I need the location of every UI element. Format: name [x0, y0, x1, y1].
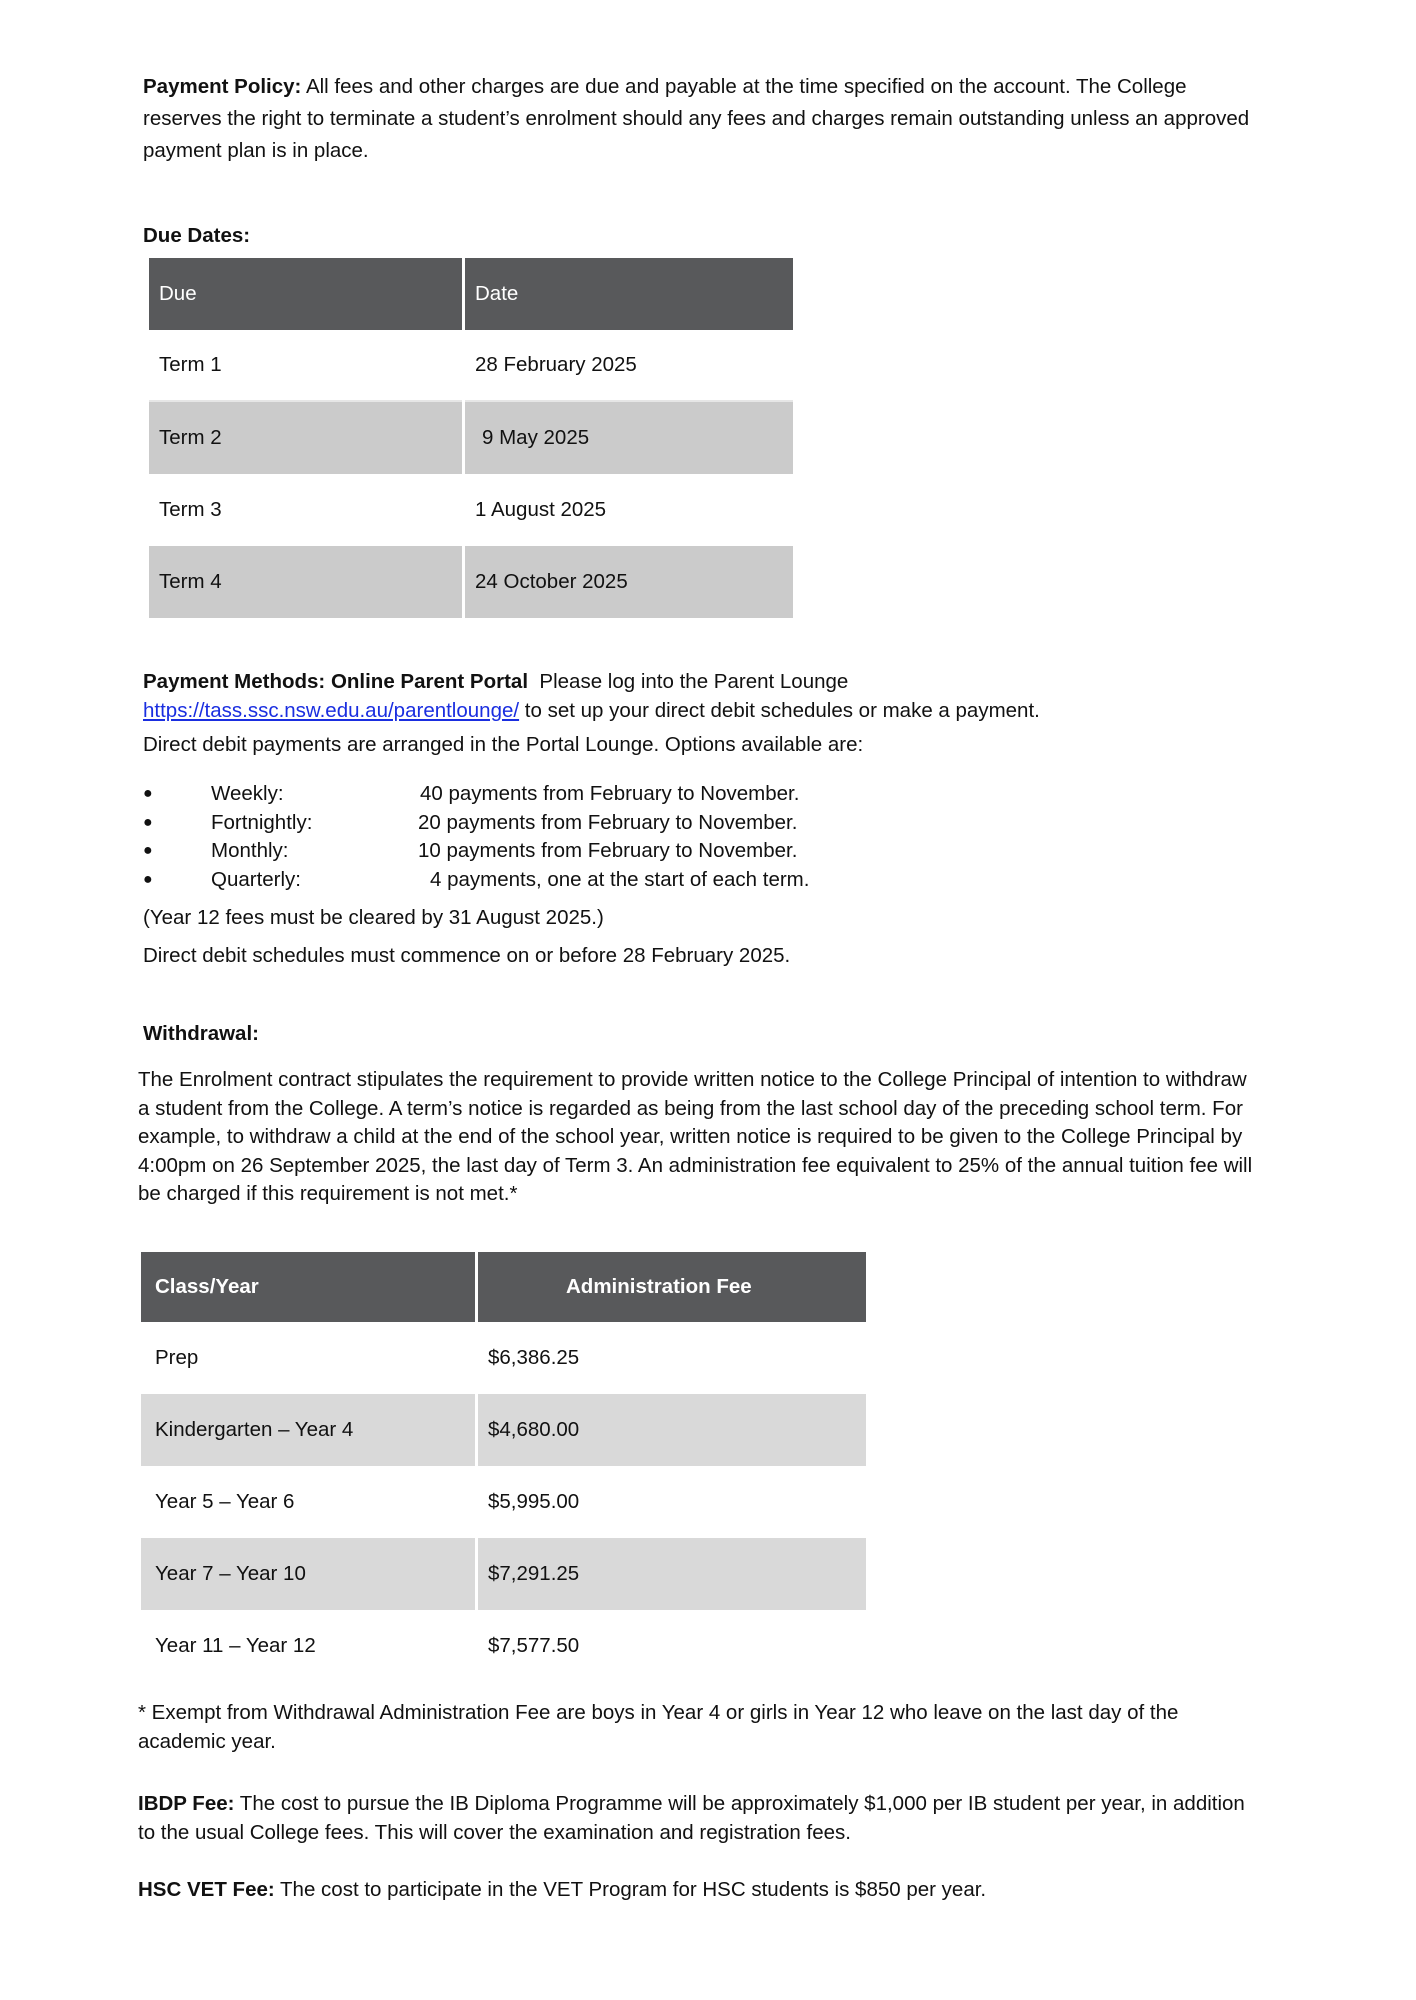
table-row	[149, 330, 793, 402]
payment-policy-paragraph	[143, 71, 1263, 167]
table-row	[141, 1466, 866, 1538]
table-row	[149, 474, 793, 546]
table-header-row	[149, 258, 793, 330]
table-header-row	[141, 1252, 866, 1322]
class-cell: Kindergarten – Year 4	[141, 1394, 475, 1466]
date-cell: 9 May 2025	[465, 402, 793, 474]
exemption-note: * Exempt from Withdrawal Administration Fee are boys in Year 4 or girls in Year 12 who leave on the last day of the academic year.	[138, 1701, 1179, 1753]
column-header-due: Due	[149, 258, 462, 330]
option-description: 20 payments from February to November.	[418, 810, 798, 834]
fee-cell: $7,291.25	[478, 1538, 866, 1610]
option-frequency: Fortnightly:	[211, 810, 313, 834]
table-row	[141, 1394, 866, 1466]
date-cell: 24 October 2025	[465, 546, 793, 618]
ibdp-fee-paragraph	[138, 1790, 1263, 1847]
administration-fee-table	[138, 1252, 869, 1682]
due-cell: Term 3	[149, 474, 462, 546]
payment-methods-text-2: to set up your direct debit schedules or make a payment.	[524, 699, 1040, 722]
payment-methods-paragraph	[143, 667, 1263, 725]
withdrawal-paragraph: The Enrolment contract stipulates the requirement to provide written notice to the College Principal of intention to withdraw a student from the College. A term’s notice is regarded as being from the last school day of the preceding school term. For example, to withdraw a child at the end of the school year, written notice is required to be given to the College Principal by 4:00pm on 26 September 2025, the last day of Term 3. An administration fee equivalent to 25% of the annual tuition fee will be charged if this requirement is not met.*	[138, 1068, 1253, 1205]
due-dates-table	[146, 258, 796, 618]
payment-policy-label: Payment Policy:	[143, 75, 302, 98]
class-cell: Year 5 – Year 6	[141, 1466, 475, 1538]
column-header-date: Date	[465, 258, 793, 330]
withdrawal-heading: Withdrawal:	[143, 1022, 259, 1045]
table-row	[141, 1610, 866, 1682]
option-description: 40 payments from February to November.	[420, 782, 800, 805]
option-frequency: Monthly:	[211, 839, 289, 862]
year-12-note: (Year 12 fees must be cleared by 31 August 2025.)	[143, 906, 604, 929]
date-cell: 28 February 2025	[465, 330, 793, 402]
hsc-vet-fee-label: HSC VET Fee:	[138, 1878, 275, 1901]
bullet-icon: ●	[143, 785, 153, 802]
option-description: 4 payments, one at the start of each term.	[430, 867, 810, 891]
fee-cell: $6,386.25	[478, 1322, 866, 1394]
table-row	[149, 402, 793, 474]
payment-methods-text: Please log into the Parent Lounge	[539, 670, 849, 693]
option-description: 10 payments from February to November.	[418, 839, 798, 862]
parent-lounge-link[interactable]: https://tass.ssc.nsw.edu.au/parentlounge/	[143, 699, 520, 722]
column-header-administration-fee: Administration Fee	[478, 1252, 866, 1322]
bullet-icon: ●	[143, 813, 153, 831]
table-row	[149, 546, 793, 618]
due-dates-heading: Due Dates:	[143, 224, 251, 247]
due-cell: Term 1	[149, 330, 462, 402]
hsc-vet-fee-text: The cost to participate in the VET Program for HSC students is $850 per year.	[280, 1878, 987, 1901]
fee-cell: $7,577.50	[478, 1610, 866, 1682]
column-header-class-year: Class/Year	[141, 1252, 475, 1322]
hsc-vet-fee-paragraph	[138, 1876, 1263, 1905]
bullet-icon: ●	[143, 842, 153, 859]
class-cell: Year 11 – Year 12	[141, 1610, 475, 1682]
payment-policy-text: All fees and other charges are due and payable at the time specified on the account. The College reserves the right to terminate a student’s enrolment should any fees and charges remain outstanding unless an approved payment plan is in place.	[143, 75, 1250, 162]
table-row	[141, 1538, 866, 1610]
option-frequency: Weekly:	[211, 782, 284, 805]
direct-debit-intro: Direct debit payments are arranged in the Portal Lounge. Options available are:	[143, 733, 864, 756]
fee-cell: $4,680.00	[478, 1394, 866, 1466]
date-cell: 1 August 2025	[465, 474, 793, 546]
ibdp-fee-text: The cost to pursue the IB Diploma Programme will be approximately $1,000 per IB student per year, in addition to the usual College fees. This will cover the examination and registration fees.	[138, 1792, 1245, 1844]
payment-methods-label: Payment Methods: Online Parent Portal	[143, 670, 529, 693]
class-cell: Year 7 – Year 10	[141, 1538, 475, 1610]
due-cell: Term 2	[149, 402, 462, 474]
bullet-icon: ●	[143, 870, 153, 888]
ibdp-fee-label: IBDP Fee:	[138, 1792, 235, 1815]
direct-debit-commence-note: Direct debit schedules must commence on or before 28 February 2025.	[143, 944, 791, 967]
class-cell: Prep	[141, 1322, 475, 1394]
fee-cell: $5,995.00	[478, 1466, 866, 1538]
option-frequency: Quarterly:	[211, 867, 301, 891]
table-row	[141, 1322, 866, 1394]
due-cell: Term 4	[149, 546, 462, 618]
